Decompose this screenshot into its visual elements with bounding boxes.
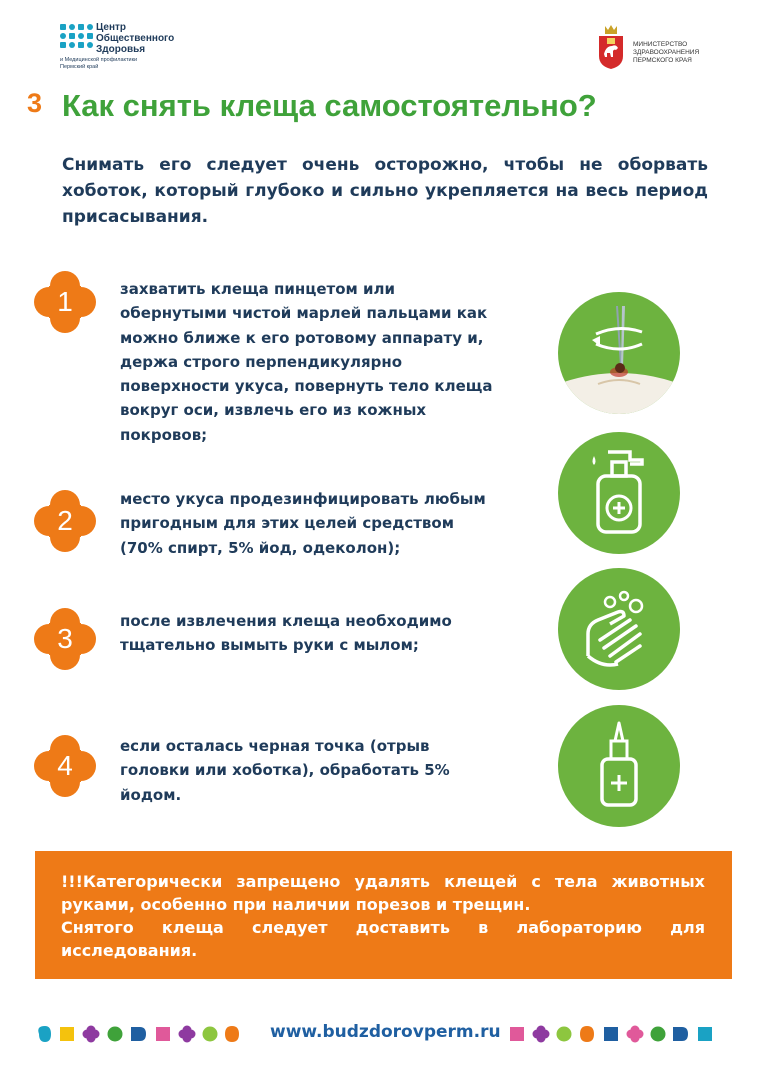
org-name-line: Центр [96,22,127,33]
step-text: если осталась черная точка (отрыв головки или хоботка), обработать 5% йодом. [120,737,450,804]
ministry-name-line: ЗДРАВООХРАНЕНИЯ [633,49,700,56]
ministry-name-line: МИНИСТЕРСТВО [633,41,688,48]
ministry-name [633,41,699,65]
ministry-name-line: ПЕРМСКОГО КРАЯ [633,57,692,64]
page-title: Как снять клеща самостоятельно? [62,88,597,123]
step-text: после извлечения клеща необходимо тщательно вымыть руки с мылом; [120,612,452,655]
step-number: 2 [57,505,73,536]
hand-washing-icon [558,568,680,690]
org-subtitle [60,57,137,70]
decorative-dots-right [510,1025,730,1043]
tweezers-tick-icon [558,292,680,414]
org-subtitle-line: Пермский край [60,63,99,70]
org-name [96,22,174,55]
org-logo [60,22,200,72]
coat-of-arms-icon [597,24,625,70]
warning-box [35,851,732,979]
step-number-badge [34,608,96,670]
step-text: место укуса продезинфицировать любым пригодным для этих целей средством (70% спирт, 5% йод, одеколон); [120,490,486,557]
org-name-line: Здоровья [96,44,146,55]
step-number-badge [34,490,96,552]
iodine-dropper-icon [558,705,680,827]
org-logo-icon [60,24,94,54]
step-number: 4 [57,750,73,781]
org-subtitle-line: и Медицинской профилактики [60,57,138,63]
step-number: 1 [57,286,73,317]
intro-paragraph: Снимать его следует очень осторожно, чтобы не оборвать хоботок, который глубоко и сильно укрепляется на весь период присасывания. [62,155,708,227]
org-name-line: Общественного [96,33,175,44]
step-number-badge [34,735,96,797]
step-text: захватить клеща пинцетом или обернутыми чистой марлей пальцами как можно ближе к его ротовому аппарату и, держа строго перпендикулярно поверхности укуса, повернуть тело клеща вокруг оси, извлечь его из кожных покровов; [120,280,493,444]
decorative-dots-left [36,1025,258,1043]
warning-line: Снятого клеща следует доставить в лабораторию для исследования. [61,918,705,960]
ministry-logo [597,24,717,72]
website-link[interactable]: www.budzdorovperm.ru [270,1022,501,1042]
warning-text [61,870,705,962]
step-number: 3 [57,623,73,654]
section-number: 3 [27,88,43,118]
sanitizer-bottle-icon [558,432,680,554]
warning-line: !!!Категорически запрещено удалять клещей с тела животных руками, особенно при наличии порезов и трещин. [61,872,705,914]
step-number-badge [34,271,96,333]
